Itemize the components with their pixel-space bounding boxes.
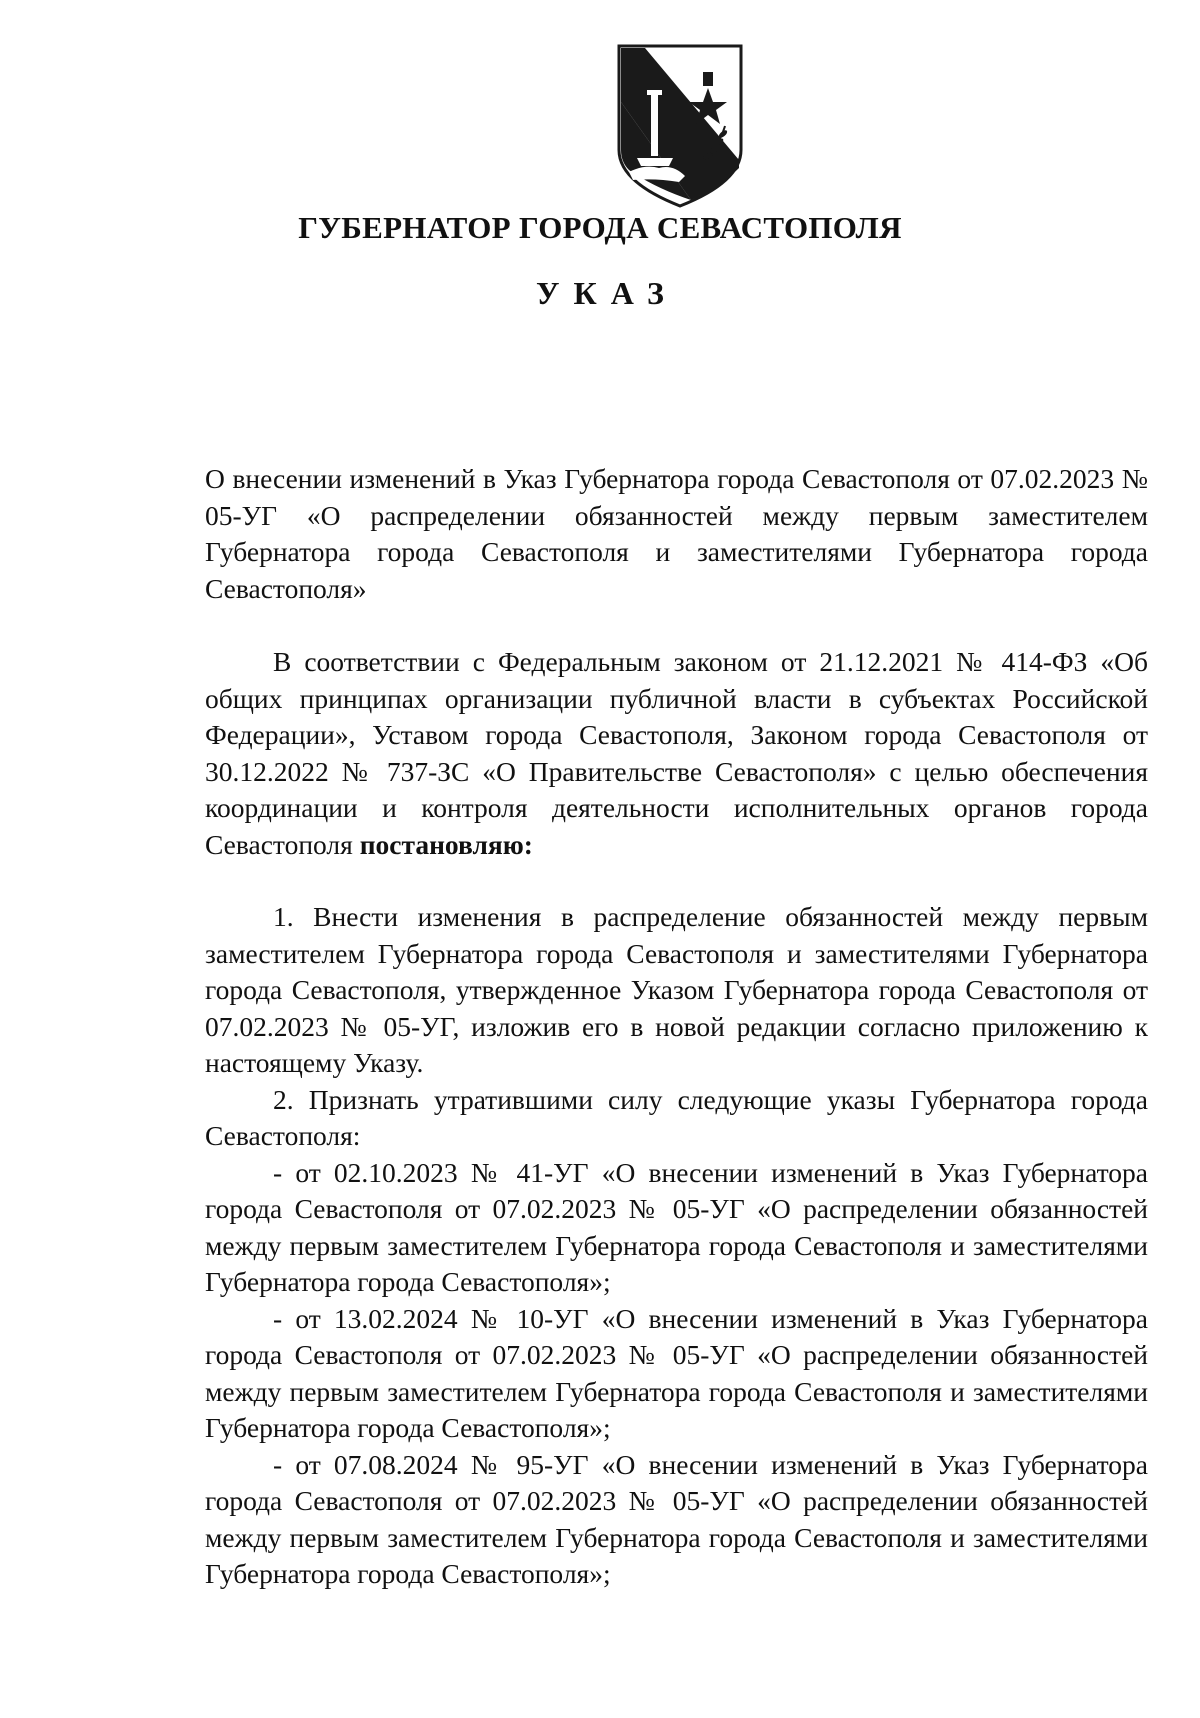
document-subject: О внесении изменений в Указ Губернатора города Севастополя от 07.02.2023 № 05-УГ «О распределении обязанностей между первым заместителем Губернатора города Севастополя и заместителями Губернатора города Севастополя»: [205, 463, 1148, 604]
document-type: УКАЗ: [536, 275, 678, 311]
monument-column: [651, 94, 658, 156]
monument-capital: [647, 90, 662, 95]
document-body: [205, 461, 1148, 1593]
monument-base: [637, 158, 673, 166]
repealed-item: - от 13.02.2024 № 10-УГ «О внесении изменений в Указ Губернатора города Севастополя от 07.02.2023 № 05-УГ «О распределении обязанностей между первым заместителем Губернатора города Севастополя и заместителями Губернатора города Севастополя»;: [205, 1302, 1148, 1443]
preamble: [205, 644, 1148, 863]
repealed-item: - от 07.08.2024 № 95-УГ «О внесении изменений в Указ Губернатора города Севастополя от 07.02.2023 № 05-УГ «О распределении обязанностей между первым заместителем Губернатора города Севастополя и заместителями Губернатора города Севастополя»;: [205, 1448, 1148, 1589]
preamble-resolution: постановляю:: [359, 828, 533, 860]
coat-of-arms-emblem: [615, 42, 745, 208]
list-item: 2. Признать утратившими силу следующие указы Губернатора города Севастополя:: [205, 1083, 1148, 1151]
preamble-text: В соответствии с Федеральным законом от 21.12.2021 № 414-ФЗ «Об общих принципах организации публичной власти в субъектах Российской Федерации», Уставом города Севастополя, Законом города Севастополя от 30.12.2022 № 737-ЗС «О Правительстве Севастополя» с целью обеспечения координации и контроля деятельности исполнительных органов города Севастополя: [205, 646, 1148, 860]
repealed-item: - от 02.10.2023 № 41-УГ «О внесении изменений в Указ Губернатора города Севастополя от 07.02.2023 № 05-УГ «О распределении обязанностей между первым заместителем Губернатора города Севастополя и заместителями Губернатора города Севастополя»;: [205, 1156, 1148, 1297]
org-title: ГУБЕРНАТОР ГОРОДА СЕВАСТОПОЛЯ: [298, 210, 902, 245]
medal-ribbon: [703, 72, 713, 86]
list-item: 1. Внести изменения в распределение обязанностей между первым заместителем Губернатора города Севастополя и заместителями Губернатора города Севастополя, утвержденное Указом Губернатора города Севастополя от 07.02.2023 № 05-УГ, изложив его в новой редакции согласно приложению к настоящему Указу.: [205, 901, 1148, 1078]
